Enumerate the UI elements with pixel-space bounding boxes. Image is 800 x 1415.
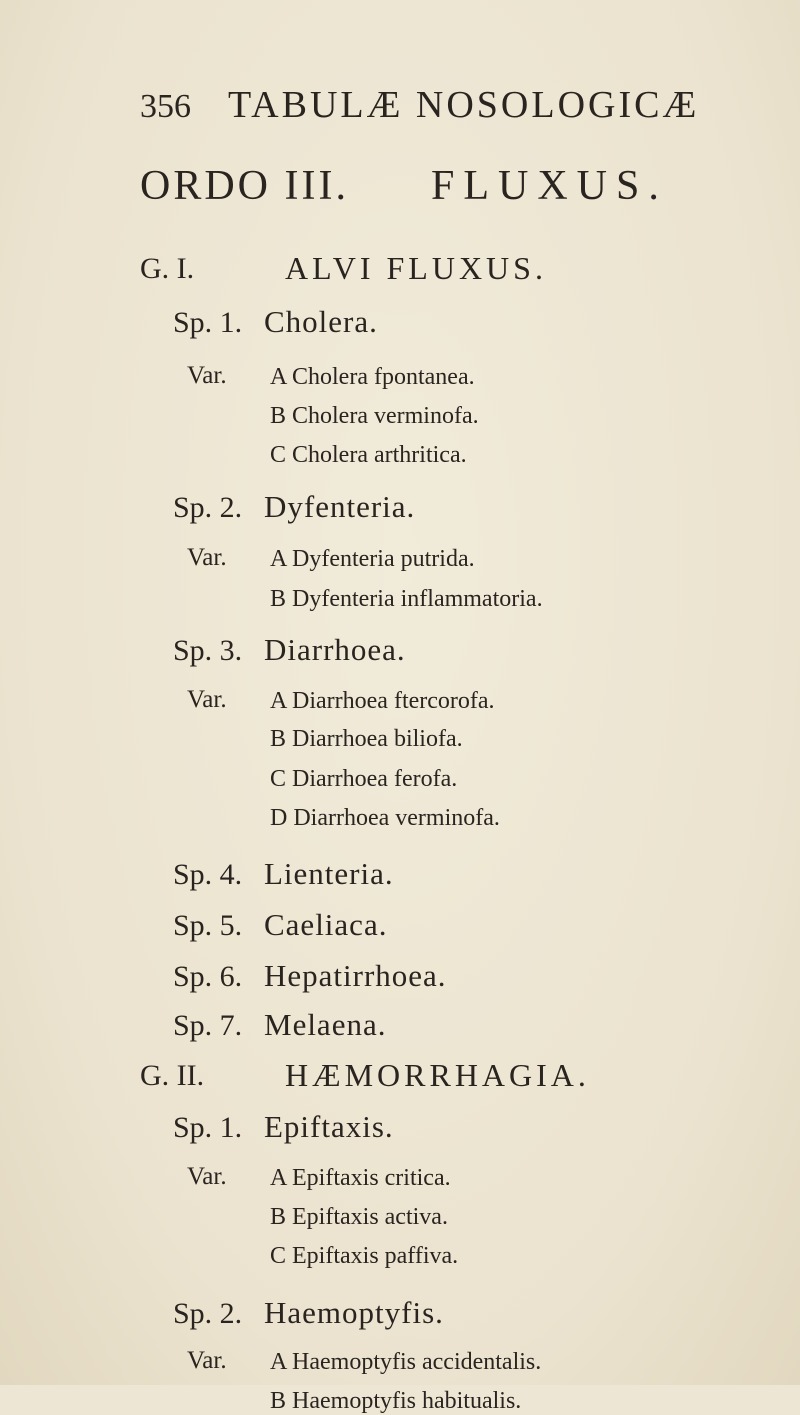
species-name: Caeliaca. — [264, 907, 388, 942]
variety-item: D Diarrhoea verminofa. — [270, 805, 500, 831]
variety-label: Var. — [187, 1347, 227, 1374]
species-label: Sp. 6. — [173, 960, 243, 993]
variety-item: C Cholera arthritica. — [270, 442, 467, 468]
variety-item: A Cholera fpontanea. — [270, 364, 475, 390]
variety-label: Var. — [187, 362, 227, 389]
species-name: Epiftaxis. — [264, 1109, 394, 1144]
genus-title: HÆMORRHAGIA. — [285, 1057, 590, 1093]
species-name: Diarrhoea. — [264, 632, 406, 667]
variety-item: B Epiftaxis activa. — [270, 1204, 448, 1230]
variety-item: C Diarrhoea ferofa. — [270, 766, 458, 792]
species-name: Lienteria. — [264, 856, 394, 891]
running-title: TABULÆ NOSOLOGICÆ — [228, 84, 700, 126]
species-name: Dyfenteria. — [264, 489, 416, 524]
variety-item: B Dyfenteria inflammatoria. — [270, 586, 543, 612]
species-name: Melaena. — [264, 1007, 387, 1042]
variety-item: B Cholera verminofa. — [270, 403, 479, 429]
variety-label: Var. — [187, 1163, 227, 1190]
genus-title: ALVI FLUXUS. — [285, 250, 547, 286]
species-label: Sp. 3. — [173, 634, 243, 667]
genus-label: G. II. — [140, 1059, 205, 1092]
species-label: Sp. 2. — [173, 1297, 243, 1330]
genus-label: G. I. — [140, 252, 195, 285]
species-name: Haemoptyfis. — [264, 1295, 444, 1330]
species-label: Sp. 1. — [173, 1111, 243, 1144]
species-label: Sp. 5. — [173, 909, 243, 942]
species-label: Sp. 2. — [173, 491, 243, 524]
variety-item: A Haemoptyfis accidentalis. — [270, 1349, 542, 1375]
variety-label: Var. — [187, 544, 227, 571]
ordo-title: FLUXUS. — [431, 163, 668, 209]
species-label: Sp. 4. — [173, 858, 243, 891]
variety-item: A Diarrhoea ftercorofa. — [270, 688, 495, 714]
page-number: 356 — [140, 88, 191, 125]
species-label: Sp. 7. — [173, 1009, 243, 1042]
ordo-label: ORDO III. — [140, 163, 349, 209]
variety-item: C Epiftaxis paffiva. — [270, 1243, 459, 1269]
variety-item: B Haemoptyfis habitualis. — [270, 1388, 522, 1414]
variety-label: Var. — [187, 686, 227, 713]
variety-item: B Diarrhoea biliofa. — [270, 726, 463, 752]
species-name: Hepatirrhoea. — [264, 958, 447, 993]
variety-item: A Dyfenteria putrida. — [270, 546, 475, 572]
variety-item: A Epiftaxis critica. — [270, 1165, 451, 1191]
species-label: Sp. 1. — [173, 306, 243, 339]
species-name: Cholera. — [264, 304, 378, 339]
